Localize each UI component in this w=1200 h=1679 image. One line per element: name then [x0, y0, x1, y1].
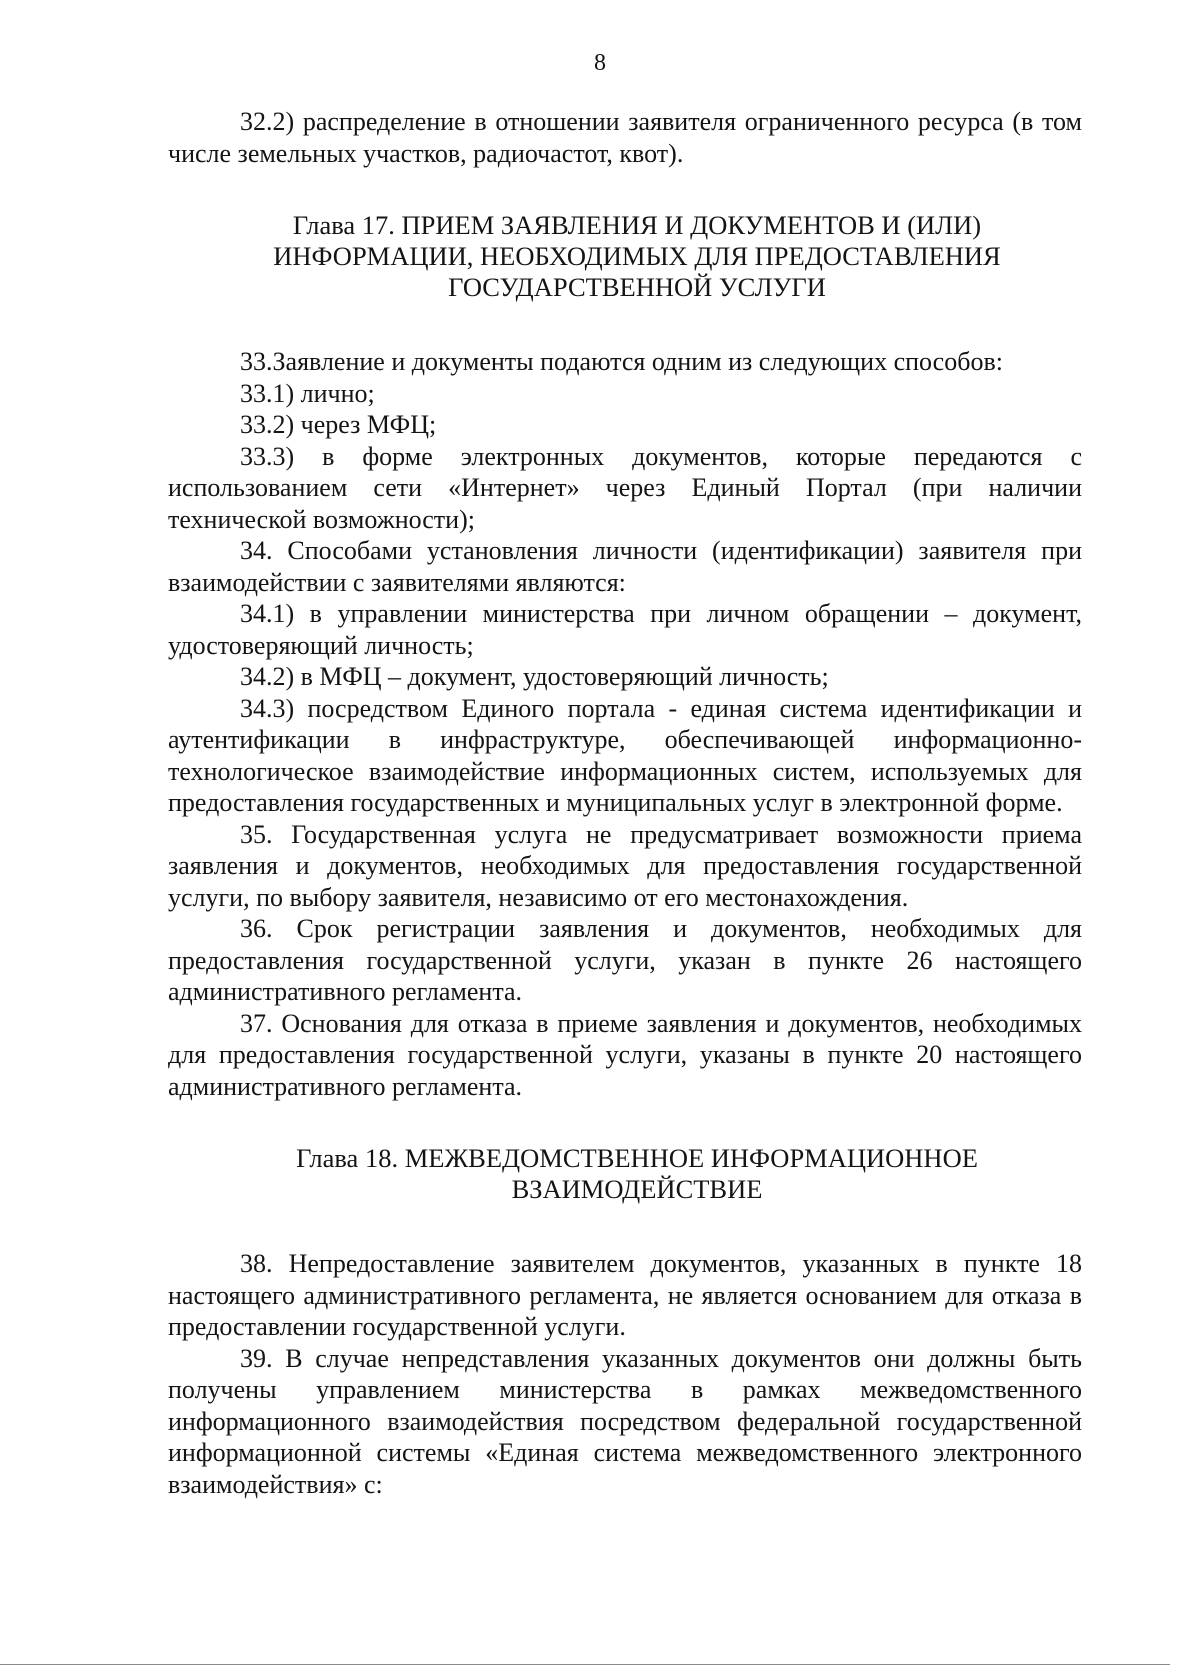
paragraph-33: 33.Заявление и документы подаются одним из следующих способов:	[240, 347, 1003, 376]
chapter-17-heading-line: ГОСУДАРСТВЕННОЙ УСЛУГИ	[448, 272, 826, 302]
paragraph-34-1: 34.1) в управлении министерства при личном обращении – документ, удостоверяющий личность;	[168, 599, 1082, 660]
chapter-17-heading-line: ИНФОРМАЦИИ, НЕОБХОДИМЫХ ДЛЯ ПРЕДОСТАВЛЕНИЯ	[273, 241, 1001, 271]
page-number: 8	[594, 50, 606, 76]
chapter-18-heading-line: Глава 18. МЕЖВЕДОМСТВЕННОЕ ИНФОРМАЦИОННОЕ	[296, 1143, 978, 1173]
paragraph-39: 39. В случае непредставления указанных документов они должны быть получены управлением министерства в рамках межведомственного информационного взаимодействия посредством федеральной государственной информационной системы «Единая система межведомственного электронного взаимодействия» с:	[168, 1343, 1082, 1499]
paragraph-33-3: 33.3) в форме электронных документов, которые передаются с использованием сети «Интернет» через Единый Портал (при наличии технической возможности);	[168, 441, 1082, 534]
chapter-17-heading	[168, 210, 1082, 303]
scan-edge-line	[0, 1664, 1170, 1665]
paragraph-33-1: 33.1) лично;	[240, 378, 375, 408]
paragraph-36: 36. Срок регистрации заявления и документов, необходимых для предоставления государственной услуги, указан в пункте 26 настоящего административного регламента.	[168, 914, 1082, 1006]
document-body	[168, 106, 1082, 1500]
paragraph-34-2: 34.2) в МФЦ – документ, удостоверяющий личность;	[240, 662, 829, 691]
chapter-17-heading-line: Глава 17. ПРИЕМ ЗАЯВЛЕНИЯ И ДОКУМЕНТОВ И (ИЛИ)	[292, 210, 982, 240]
paragraph-38: 38. Непредоставление заявителем документов, указанных в пункте 18 настоящего административного регламента, не является основанием для отказа в предоставлении государственной услуги.	[168, 1249, 1082, 1341]
paragraph-34: 34. Способами установления личности (идентификации) заявителя при взаимодействии с заявителями являются:	[168, 536, 1082, 597]
chapter-18-heading	[168, 1143, 1082, 1205]
paragraph-32-2: 32.2) распределение в отношении заявителя ограниченного ресурса (в том числе земельных участков, радиочастот, квот).	[168, 107, 1082, 168]
paragraph-35: 35. Государственная услуга не предусматривает возможности приема заявления и документов, необходимых для предоставления государственной услуги, по выбору заявителя, независимо от его местонахождения.	[168, 819, 1082, 912]
paragraph-33-2: 33.2) через МФЦ;	[240, 410, 437, 439]
paragraph-34-3: 34.3) посредством Единого портала - единая система идентификации и аутентификации в инфраструктуре, обеспечивающей информационно-технологическое взаимодействие информационных систем, используемых для предоставления государственных и муниципальных услуг в электронной форме.	[168, 693, 1082, 817]
chapter-18-heading-line: ВЗАИМОДЕЙСТВИЕ	[511, 1174, 763, 1204]
paragraph-37: 37. Основания для отказа в приеме заявления и документов, необходимых для предоставления государственной услуги, указаны в пункте 20 настоящего административного регламента.	[168, 1008, 1082, 1101]
